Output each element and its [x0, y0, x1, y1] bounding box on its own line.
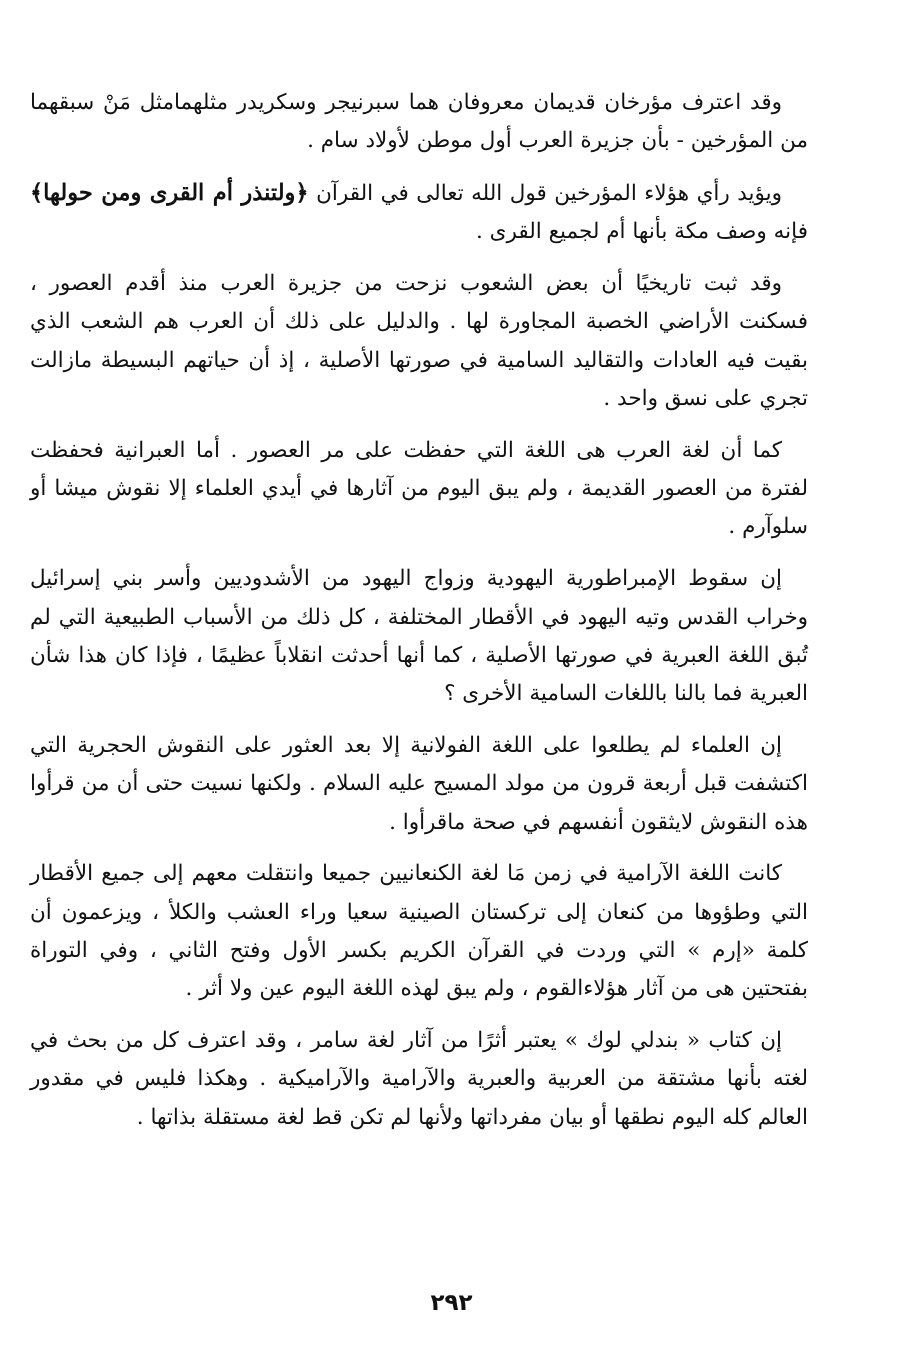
- page-number: ٢٩٢: [430, 1290, 473, 1316]
- paragraph-7: [30, 855, 808, 1008]
- paragraph-5: [30, 560, 808, 713]
- paragraph-text: كانت اللغة الآرامية في زمن مَا لغة الكنعانيين جميعا وانتقلت معهم إلى جميع الأقطار التي وطؤوها من كنعان إلى تركستان الصينية سعيا وراء العشب والكلأ ، ويزعمون أن كلمة «إرم » التي وردت في القرآن الكريم بكسر الأول وفتح الثاني ، وفي التوراة بفتحتين هى من آثار هؤلاءالقوم ، ولم يبق لهذه اللغة اليوم عين ولا أثر .: [30, 861, 808, 1002]
- paragraph-6: [30, 727, 808, 842]
- paragraph-1: [30, 84, 808, 161]
- paragraph-4: [30, 432, 808, 547]
- paragraph-text: إن العلماء لم يطلعوا على اللغة الفولانية إلا بعد العثور على النقوش الحجرية التي اكتشفت قبل أربعة قرون من مولد المسيح عليه السلام . ولكنها نسيت حتى أن من قرأوا هذه النقوش لايثقون أنفسهم في صحة ماقرأوا .: [30, 732, 808, 835]
- paragraph-2-quran-citation: [30, 174, 808, 252]
- paragraph-8: [30, 1022, 808, 1137]
- paragraph-text: إن كتاب « بندلي لوك » يعتبر أثرًا من آثار لغة سامر ، وقد اعترف كل من بحث في لغته بأنها مشتقة من العربية والعبرية والآرامية والآراميكية . وهكذا فليس في مقدور العالم كله اليوم نطقها أو بيان مفرداتها ولأنها لم تكن قط لغة مستقلة بذاتها .: [30, 1028, 808, 1130]
- paragraph-text: ويؤيد رأي هؤلاء المؤرخين قول الله تعالى في القرآن: [308, 181, 782, 207]
- paragraph-text: وقد ثبت تاريخيًا أن بعض الشعوب نزحت من جزيرة العرب منذ أقدم العصور ، فسكنت الأراضي الخصبة المجاورة لها . والدليل على ذلك أن العرب هم الشعب الذي بقيت فيه العادات والتقاليد السامية في صورتها الأصلية ، إذ أن حياتهم البسيطة مازالت تجري على نسق واحد .: [30, 271, 808, 412]
- paragraph-3: [30, 265, 808, 418]
- quran-verse: ﴿ولتنذر أم القرى ومن حولها﴾: [30, 180, 309, 207]
- body-text: [30, 84, 808, 1150]
- paragraph-text: إن سقوط الإمبراطورية اليهودية وزواج اليهود من الأشدوديين وأسر بني إسرائيل وخراب القدس وتيه اليهود في الأقطار المختلفة ، كل ذلك من الأسباب الطبيعية التي لم تُبق اللغة العبرية في صورتها الأصلية ، كما أنها أحدثت انقلاباً عظيمًا ، فإذا كان هذا شأن العبرية فما بالنا باللغات السامية الأخرى ؟: [30, 566, 808, 707]
- paragraph-text-continued: فإنه وصف مكة بأنها أم لجميع القرى .: [476, 219, 808, 245]
- paragraph-text: وقد اعترف مؤرخان قديمان معروفان هما سبرنيجر وسكريدر مثلهمامثل مَنْ سبقهما من المؤرخين - بأن جزيرة العرب أول موطن لأولاد سام .: [30, 90, 808, 154]
- paragraph-text: كما أن لغة العرب هى اللغة التي حفظت على مر العصور . أما العبرانية فحفظت لفترة من العصور القديمة ، ولم يبق اليوم من آثارها في أيدي العلماء إلا نقوش ميشا أو سلوآرم .: [30, 437, 808, 540]
